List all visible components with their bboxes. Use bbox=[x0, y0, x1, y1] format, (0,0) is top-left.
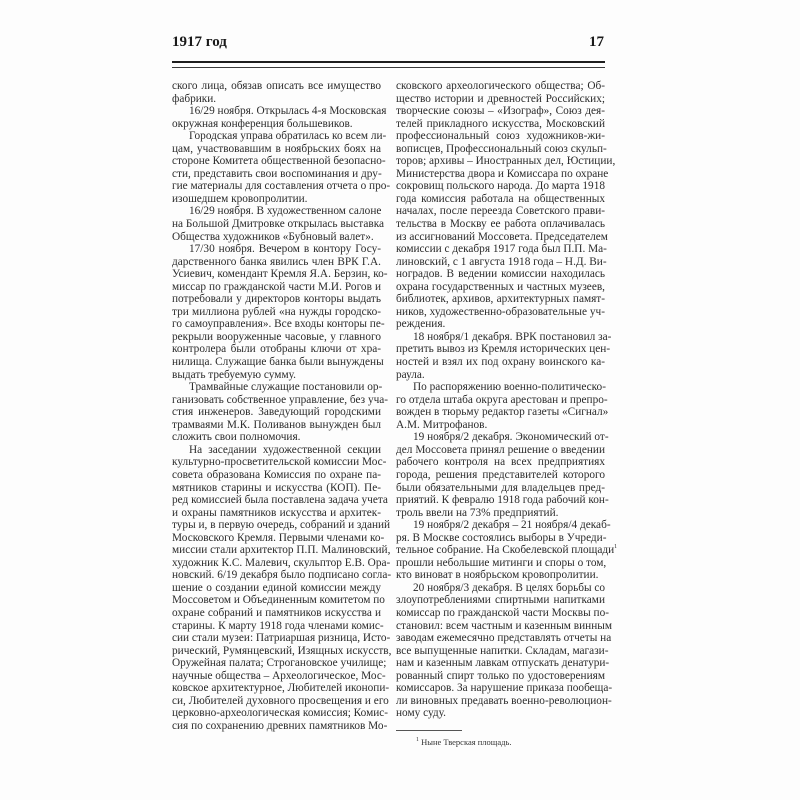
text-line-content: ря. В Москве состоялись выборы в Учреди- bbox=[396, 531, 607, 544]
header-rule-thick bbox=[172, 61, 605, 63]
text-line bbox=[396, 707, 605, 720]
text-line-content: началах, после переезда Советского прави- bbox=[396, 205, 605, 218]
text-line bbox=[396, 682, 613, 695]
right-column bbox=[396, 80, 618, 720]
text-line bbox=[172, 494, 388, 507]
text-line-content: Московского Кремля. Первыми членами ко- bbox=[172, 531, 385, 544]
text-line-content: культурно-просветительской комиссии Мос- bbox=[172, 456, 387, 469]
text-line-content: трамваями М.К. Поливанов вынужден был bbox=[172, 418, 381, 431]
text-line-content: ского лица, обязав описать все имущество bbox=[172, 80, 381, 92]
text-line bbox=[396, 419, 605, 432]
text-line-content: А.М. Митрофанов. bbox=[396, 418, 488, 431]
text-line bbox=[172, 168, 381, 181]
page-number: 17 bbox=[589, 34, 604, 50]
text-line-content: все выпущенные напитки. Складам, магази- bbox=[396, 644, 609, 657]
text-line-content: прошли небольшие митинги и споры о том, bbox=[396, 556, 607, 569]
text-line bbox=[396, 306, 605, 319]
text-line-content: изошедшем кровопролитии. bbox=[172, 192, 308, 205]
text-line bbox=[172, 155, 386, 168]
header-rule-thin bbox=[172, 67, 605, 68]
text-line bbox=[172, 694, 389, 708]
text-line bbox=[396, 193, 605, 206]
text-line-content: церковно-археологическая комиссия; Комис- bbox=[172, 707, 389, 720]
text-line bbox=[396, 105, 605, 118]
text-line bbox=[172, 193, 381, 206]
text-line bbox=[172, 180, 391, 193]
text-line-content: Моссоветом и Объединенным комитетом по bbox=[172, 594, 385, 607]
text-line bbox=[396, 594, 605, 607]
text-line bbox=[172, 343, 381, 356]
text-line-content: старины. К марту 1918 года членами комис- bbox=[172, 619, 384, 632]
text-line bbox=[396, 281, 605, 294]
text-line bbox=[396, 393, 608, 407]
text-line-content: профессиональный союз художников-жи- bbox=[396, 130, 605, 143]
text-line bbox=[396, 155, 616, 168]
text-line bbox=[172, 669, 386, 683]
text-line bbox=[396, 230, 608, 244]
text-line-content: творческие союзы – «Изограф», Союз дея- bbox=[396, 105, 605, 118]
text-line bbox=[396, 80, 605, 93]
text-line bbox=[396, 694, 612, 708]
text-line bbox=[172, 406, 381, 419]
text-line-content: мятников старины и искусства (КОП). Пе- bbox=[172, 481, 381, 494]
text-line bbox=[396, 243, 605, 256]
text-line bbox=[172, 105, 387, 118]
text-line bbox=[172, 519, 391, 532]
text-line-content: раула. bbox=[396, 368, 425, 381]
text-line-content: стия инженеров. Заведующий городскими bbox=[172, 406, 381, 419]
text-line-content: злоупотреблениями спиртными напитками bbox=[396, 594, 605, 607]
text-line-content: 19 ноября/2 декабря. Экономический от- bbox=[413, 431, 609, 444]
text-line-content: миссии стали архитектор П.П. Малиновский, bbox=[172, 544, 391, 557]
text-line bbox=[396, 519, 611, 532]
text-line-content: дарственного банка явились член ВРК Г.А. bbox=[172, 255, 381, 268]
text-line bbox=[172, 431, 381, 444]
text-line-content: Городская управа обратилась ко всем ли- bbox=[189, 130, 387, 143]
text-line bbox=[172, 243, 381, 256]
text-line bbox=[172, 569, 392, 582]
text-line-content: нам и казенным лавкам отпускать денатури- bbox=[396, 657, 610, 670]
text-line bbox=[396, 356, 605, 369]
text-line-content: ностей и взял их под охрану воинского ка- bbox=[396, 356, 605, 369]
text-line-content: си, Любителей духовного просвещения и его bbox=[172, 694, 389, 707]
text-line bbox=[172, 507, 381, 520]
running-header-title: 1917 год bbox=[172, 34, 227, 50]
footnote-marker: 1 bbox=[416, 737, 419, 744]
text-line bbox=[172, 93, 381, 106]
text-line-content: сия по сохранению древних памятников Мо- bbox=[172, 719, 388, 732]
text-line-content: тельное собрание. На Скобелевской площади bbox=[396, 544, 615, 557]
text-line bbox=[172, 281, 381, 294]
text-line-content: совета образована Комиссия по охране па- bbox=[172, 468, 381, 481]
left-column bbox=[172, 80, 392, 732]
text-line bbox=[172, 632, 391, 645]
text-line bbox=[396, 369, 605, 382]
text-line bbox=[396, 268, 605, 281]
text-line bbox=[172, 619, 384, 633]
text-line-content: го отдела штаба округа арестован и препро- bbox=[396, 393, 608, 406]
text-line bbox=[396, 93, 605, 106]
text-line-content: рический, Румянцевский, Изящных искусств, bbox=[172, 644, 392, 657]
text-line bbox=[396, 293, 605, 306]
text-line bbox=[396, 343, 611, 356]
text-line bbox=[172, 444, 381, 457]
text-line bbox=[172, 118, 381, 131]
text-line bbox=[172, 419, 381, 432]
text-line-content: комиссар по гражданской части Москвы по- bbox=[396, 606, 609, 619]
text-line-content: рабочего контроля на всех предприятиях bbox=[396, 456, 605, 469]
text-line-content: окружная конференция большевиков. bbox=[172, 117, 353, 130]
text-line bbox=[172, 218, 385, 231]
text-line-content: рованный спирт только по удостоверениям bbox=[396, 669, 605, 682]
text-line-content: комиссаров. За нарушение приказа пообеща- bbox=[396, 682, 613, 695]
text-line bbox=[396, 557, 605, 570]
text-line-content: На заседании художественной секции bbox=[189, 443, 381, 456]
text-line bbox=[172, 381, 381, 394]
text-line bbox=[396, 406, 609, 419]
text-line bbox=[172, 644, 392, 658]
text-line bbox=[396, 180, 605, 193]
text-line-content: ников, художественно-образовательные уч- bbox=[396, 305, 605, 318]
text-line-content: контролера были отобраны ключи от хра- bbox=[172, 343, 381, 356]
text-line bbox=[172, 707, 389, 720]
text-line bbox=[396, 644, 609, 658]
text-line-content: нилища. Служащие банка были вынуждены bbox=[172, 356, 384, 369]
text-line-content: Общества художников «Бубновый валет». bbox=[172, 230, 374, 243]
text-line-content: го самоуправления». Все входы конторы пе- bbox=[172, 318, 385, 331]
text-line-content: библиотек, архивов, архитектурных памят- bbox=[396, 293, 605, 306]
text-line bbox=[396, 619, 612, 633]
text-line-content: научные общества – Археологическое, Мос- bbox=[172, 669, 386, 682]
text-line-content: Министерства двора и Комиссара по охране bbox=[396, 167, 609, 180]
text-line bbox=[396, 544, 618, 557]
text-line bbox=[172, 531, 385, 545]
text-line bbox=[396, 318, 605, 331]
text-line bbox=[172, 719, 388, 733]
text-line-content: ли виновных предавать военно-революцион- bbox=[396, 694, 612, 707]
text-line-content: ному суду. bbox=[396, 707, 446, 720]
text-line-content: и охраны памятников искусства и архитек- bbox=[172, 506, 381, 519]
text-line-content: вописцев, Профессиональный союз скульп- bbox=[396, 142, 607, 155]
text-line-content: цам, участвовавшим в ноябрьских боях на bbox=[172, 142, 381, 155]
text-line bbox=[172, 582, 381, 595]
text-line-content: 18 ноября/1 декабря. ВРК постановил за- bbox=[413, 330, 612, 343]
text-line-content: 16/29 ноября. В художественном салоне bbox=[189, 205, 382, 218]
text-line-content: три миллиона рублей «на нужды городско- bbox=[172, 305, 381, 318]
text-line bbox=[396, 444, 605, 457]
text-line bbox=[172, 331, 381, 344]
text-line-content: заводам ежемесячно представлять отчеты на bbox=[396, 632, 612, 645]
text-line-content: года комиссия работала на общественных bbox=[396, 192, 605, 205]
text-line-content: реждения. bbox=[396, 318, 446, 331]
footnote bbox=[416, 737, 511, 748]
text-line-content: троль ввели на 73% предприятий. bbox=[396, 506, 559, 519]
text-line-content: щество истории и древностей Российских; bbox=[396, 92, 605, 105]
text-line bbox=[396, 482, 605, 495]
text-line-content: потребовали у директоров конторы выдать bbox=[172, 293, 381, 306]
text-line bbox=[396, 456, 605, 469]
text-line-content: торов; архивы – Иностранных дел, Юстиции, bbox=[396, 155, 616, 168]
text-line bbox=[396, 381, 605, 394]
text-line-content: стороне Комитета общественной безопасно- bbox=[172, 155, 386, 168]
text-line-content: Трамвайные служащие постановили ор- bbox=[189, 381, 383, 394]
text-line bbox=[172, 556, 391, 570]
text-line-content: 17/30 ноября. Вечером в контору Госу- bbox=[189, 243, 381, 256]
footnote-text: Ныне Тверская площадь. bbox=[421, 737, 512, 747]
text-line-content: рекрыли вооруженные часовые, у главного bbox=[172, 330, 381, 343]
text-line-content: сложить свои полномочия. bbox=[172, 431, 301, 444]
text-line-content: шение о создании единой комиссии между bbox=[172, 581, 381, 594]
text-line-content: миссар по гражданской части М.И. Рогов и bbox=[172, 280, 381, 293]
text-line bbox=[172, 318, 385, 331]
text-line bbox=[172, 268, 388, 281]
text-line bbox=[172, 231, 381, 244]
text-line bbox=[396, 330, 612, 344]
text-line bbox=[396, 143, 605, 156]
text-line-content: дел Моссовета принял решение о введении bbox=[396, 443, 605, 456]
text-line bbox=[172, 393, 389, 407]
text-line-content: ковское архитектурное, Любителей иконопи- bbox=[172, 682, 390, 695]
text-line bbox=[396, 657, 610, 670]
text-line bbox=[172, 456, 387, 469]
text-line-content: ганизовать собственное управление, без уча- bbox=[172, 393, 389, 406]
text-line bbox=[172, 256, 381, 269]
text-line-content: новский. 6/19 декабря было подписано согла- bbox=[172, 569, 392, 582]
text-line bbox=[396, 532, 605, 545]
text-line bbox=[172, 607, 381, 620]
text-line-content: на Большой Дмитровке открылась выставка bbox=[172, 218, 385, 231]
text-line-content: кто виноват в ноябрьском кровопролитии. bbox=[396, 569, 599, 582]
text-line bbox=[396, 569, 605, 582]
text-line bbox=[172, 469, 381, 482]
text-line-content: фабрики. bbox=[172, 92, 217, 105]
text-line bbox=[396, 130, 605, 143]
text-line bbox=[172, 205, 381, 218]
text-line bbox=[396, 205, 605, 218]
text-line-content: ноградов. В ведении комиссии находилась bbox=[396, 268, 605, 281]
text-line bbox=[172, 80, 381, 93]
text-line-content: сковского археологического общества; Об- bbox=[396, 80, 605, 92]
text-line-content: сокровищ польского народа. До марта 1918 bbox=[396, 180, 605, 193]
text-line-content: выдать требуемую сумму. bbox=[172, 368, 296, 381]
text-line bbox=[396, 167, 609, 181]
text-line bbox=[172, 657, 387, 670]
text-line bbox=[396, 118, 605, 131]
text-line-content: Усиевич, комендант Кремля Я.А. Берзин, ко- bbox=[172, 268, 388, 281]
text-line bbox=[396, 632, 612, 645]
text-line bbox=[396, 582, 605, 595]
text-line-content: телей прикладного искусства, Московский bbox=[396, 117, 605, 130]
footnote-reference: 1 bbox=[614, 544, 618, 551]
text-line-content: претить вывоз из Кремля исторических цен- bbox=[396, 343, 611, 356]
text-line-content: тельства в Москву ее работа оплачивалась bbox=[396, 218, 605, 231]
text-line-content: приятий. К февралю 1918 года рабочий кон- bbox=[396, 494, 609, 507]
text-line-content: города, решения представителей которого bbox=[396, 468, 605, 481]
text-line-content: туры и, в первую очередь, собраний и зданий bbox=[172, 519, 391, 532]
text-line-content: сии стали музеи: Патриаршая ризница, Исто- bbox=[172, 632, 391, 645]
text-line bbox=[172, 682, 390, 695]
text-line-content: художник К.С. Малевич, скульптор Е.В. Ора- bbox=[172, 556, 391, 569]
text-line bbox=[172, 369, 381, 382]
text-line-content: Оружейная палата; Строгановское училище; bbox=[172, 657, 387, 670]
text-line bbox=[172, 293, 381, 306]
text-line bbox=[396, 256, 605, 269]
text-line-content: гие материалы для составления отчета о про- bbox=[172, 180, 391, 193]
text-line bbox=[396, 670, 605, 683]
text-line-content: 19 ноября/2 декабря – 21 ноября/4 декаб- bbox=[413, 519, 611, 532]
text-line bbox=[396, 507, 605, 520]
text-line-content: сти, представить свои воспоминания и дру- bbox=[172, 167, 382, 180]
text-line-content: охрана государственных и частных музеев, bbox=[396, 280, 605, 293]
text-line-content: 16/29 ноября. Открылась 4-я Московская bbox=[189, 105, 387, 118]
text-line bbox=[396, 494, 609, 507]
text-line bbox=[172, 482, 381, 495]
text-line-content: охране собраний и памятников искусства и bbox=[172, 606, 381, 619]
text-line bbox=[172, 544, 391, 557]
text-line-content: По распоряжению военно-политическо- bbox=[413, 381, 606, 394]
text-line bbox=[396, 469, 605, 482]
text-line bbox=[172, 130, 387, 143]
text-line-content: были обязательными для владельцев пред- bbox=[396, 481, 605, 494]
text-line-content: комиссии с декабря 1917 года был П.П. Ма- bbox=[396, 243, 607, 256]
text-line-content: из ассигнований Моссовета. Председателем bbox=[396, 230, 608, 243]
text-line-content: ред комиссией была поставлена задача учета bbox=[172, 494, 388, 507]
text-line bbox=[396, 431, 609, 444]
text-line bbox=[172, 594, 385, 607]
text-line bbox=[172, 143, 381, 156]
text-line bbox=[396, 606, 609, 620]
text-line-content: вожден в тюрьму редактор газеты «Сигнал» bbox=[396, 406, 609, 419]
footnote-separator bbox=[396, 730, 462, 731]
text-line-content: становил: всем частным и казенным винным bbox=[396, 619, 612, 632]
text-line bbox=[396, 218, 605, 231]
text-line bbox=[172, 356, 384, 369]
text-line-content: 20 ноября/3 декабря. В целях борьбы со bbox=[413, 581, 606, 594]
text-line bbox=[172, 306, 381, 319]
text-line-content: линовский, с 1 августа 1918 года – Н.Д. Ви- bbox=[396, 255, 607, 268]
